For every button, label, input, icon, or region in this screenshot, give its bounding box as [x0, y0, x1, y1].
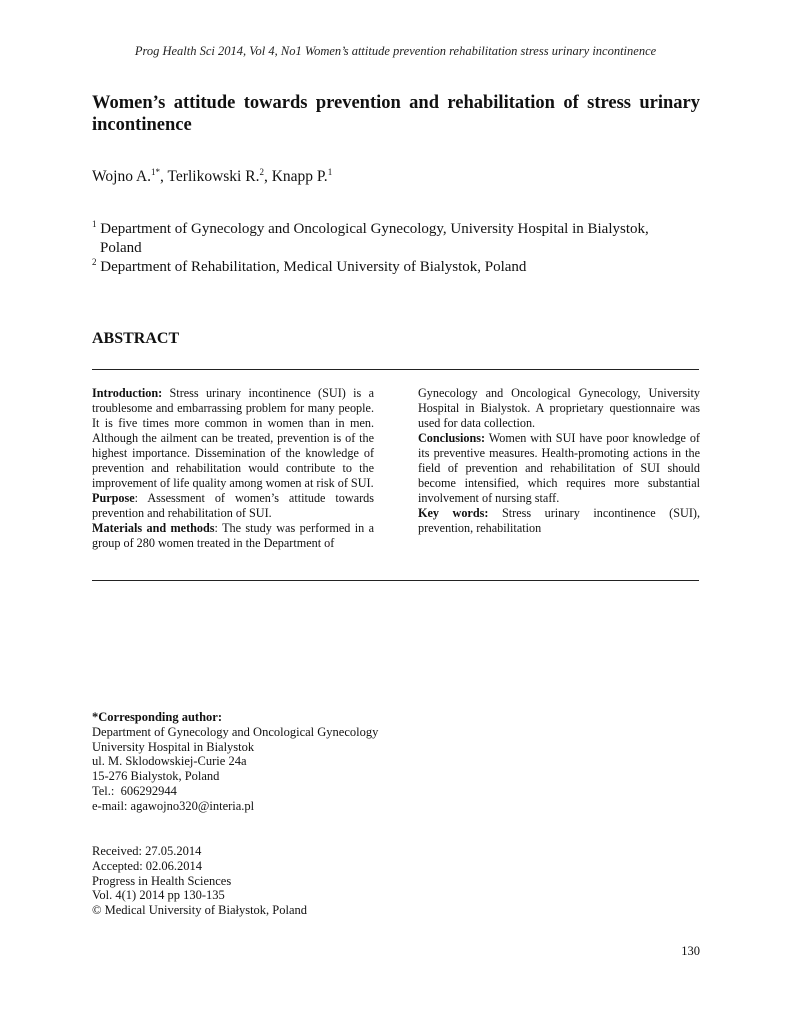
author-affiliation-mark: 2: [259, 166, 264, 177]
running-header: Prog Health Sci 2014, Vol 4, No1 Women’s attitude prevention rehabilitation stress urinary incontinence: [134, 44, 657, 58]
keywords-text: Stress urinary incontinence (SUI), prevention, rehabilitation: [418, 506, 700, 535]
corresponding-author-label: *Corresponding author:: [92, 710, 222, 724]
paper-title: Women’s attitude towards prevention and rehabilitation of stress urinary incontinence: [92, 93, 700, 135]
corresponding-author-block: [92, 710, 378, 814]
address-line: University Hospital in Bialystok: [92, 739, 255, 754]
author-separator: ,: [263, 168, 272, 185]
page-number: 130: [681, 944, 700, 958]
author-list: [92, 168, 332, 186]
author-name: Knapp P.: [271, 168, 328, 185]
abstract-heading: ABSTRACT: [92, 330, 180, 347]
author-separator: ,: [160, 168, 168, 185]
section-label-introduction: Introduction:: [92, 386, 163, 400]
methods-text: : The study was performed in a group of 280 women treated in the Department of: [92, 521, 374, 550]
methods-text-continued: Gynecology and Oncological Gynecology, University Hospital in Bialystok. A proprietary questionnaire was used for data collection.: [418, 386, 700, 430]
abstract-bottom-rule: [92, 580, 699, 581]
affiliation-1: [92, 220, 700, 258]
section-label-keywords: Key words:: [418, 506, 489, 520]
phone-line: Tel.: 606292944: [92, 783, 177, 798]
affiliation-mark: 1: [92, 219, 97, 229]
conclusions-text: Women with SUI have poor knowledge of its preventive measures. Health-promoting actions in the field of prevention and rehabilitation of SUI should become intensified, which requires more substantial involvement of nursing staff.: [418, 431, 700, 505]
author-name: Terlikowski R.: [167, 168, 260, 185]
publication-info-block: [92, 844, 307, 918]
section-label-purpose: Purpose: [92, 491, 135, 505]
introduction-text: Stress urinary incontinence (SUI) is a troublesome and embarrassing problem for many people. It is five times more common in women than in men. Although the ailment can be treated, prevention is of the highest importance. Dissemination of the knowledge of prevention and rehabilitation would contribute to the improvement of life quality among women at risk of SUI.: [92, 386, 374, 490]
affiliation-text: Department of Gynecology and Oncological Gynecology, University Hospital in Bialystok,: [100, 221, 649, 237]
address-line: 15-276 Bialystok, Poland: [92, 769, 220, 784]
section-label-methods: Materials and methods: [92, 521, 215, 535]
section-label-conclusions: Conclusions:: [418, 431, 486, 445]
author-affiliation-mark: 1*: [151, 166, 161, 177]
abstract-top-rule: [92, 369, 699, 370]
accepted-date: Accepted: 02.06.2014: [92, 858, 203, 873]
affiliation-mark: 2: [92, 257, 97, 267]
address-line: Department of Gynecology and Oncological Gynecology: [92, 724, 379, 739]
affiliation-text: Department of Rehabilitation, Medical University of Bialystok, Poland: [100, 259, 527, 275]
author-name: Wojno A.: [92, 168, 152, 185]
abstract-left-column: [92, 386, 374, 551]
received-date: Received: 27.05.2014: [92, 844, 202, 858]
abstract-right-column: [418, 386, 700, 536]
email-line: e-mail: agawojno320@interia.pl: [92, 798, 255, 813]
purpose-text: : Assessment of women’s attitude towards prevention and rehabilitation of SUI.: [92, 491, 374, 520]
affiliation-text-continued: Poland: [100, 240, 142, 256]
address-line: ul. M. Sklodowskiej-Curie 24a: [92, 754, 247, 769]
author-affiliation-mark: 1: [327, 166, 333, 177]
copyright-line: © Medical University of Białystok, Poland: [92, 903, 308, 918]
journal-name: Progress in Health Sciences: [92, 873, 232, 888]
affiliation-2: [92, 258, 700, 277]
volume-pages: Vol. 4(1) 2014 pp 130-135: [92, 888, 225, 903]
